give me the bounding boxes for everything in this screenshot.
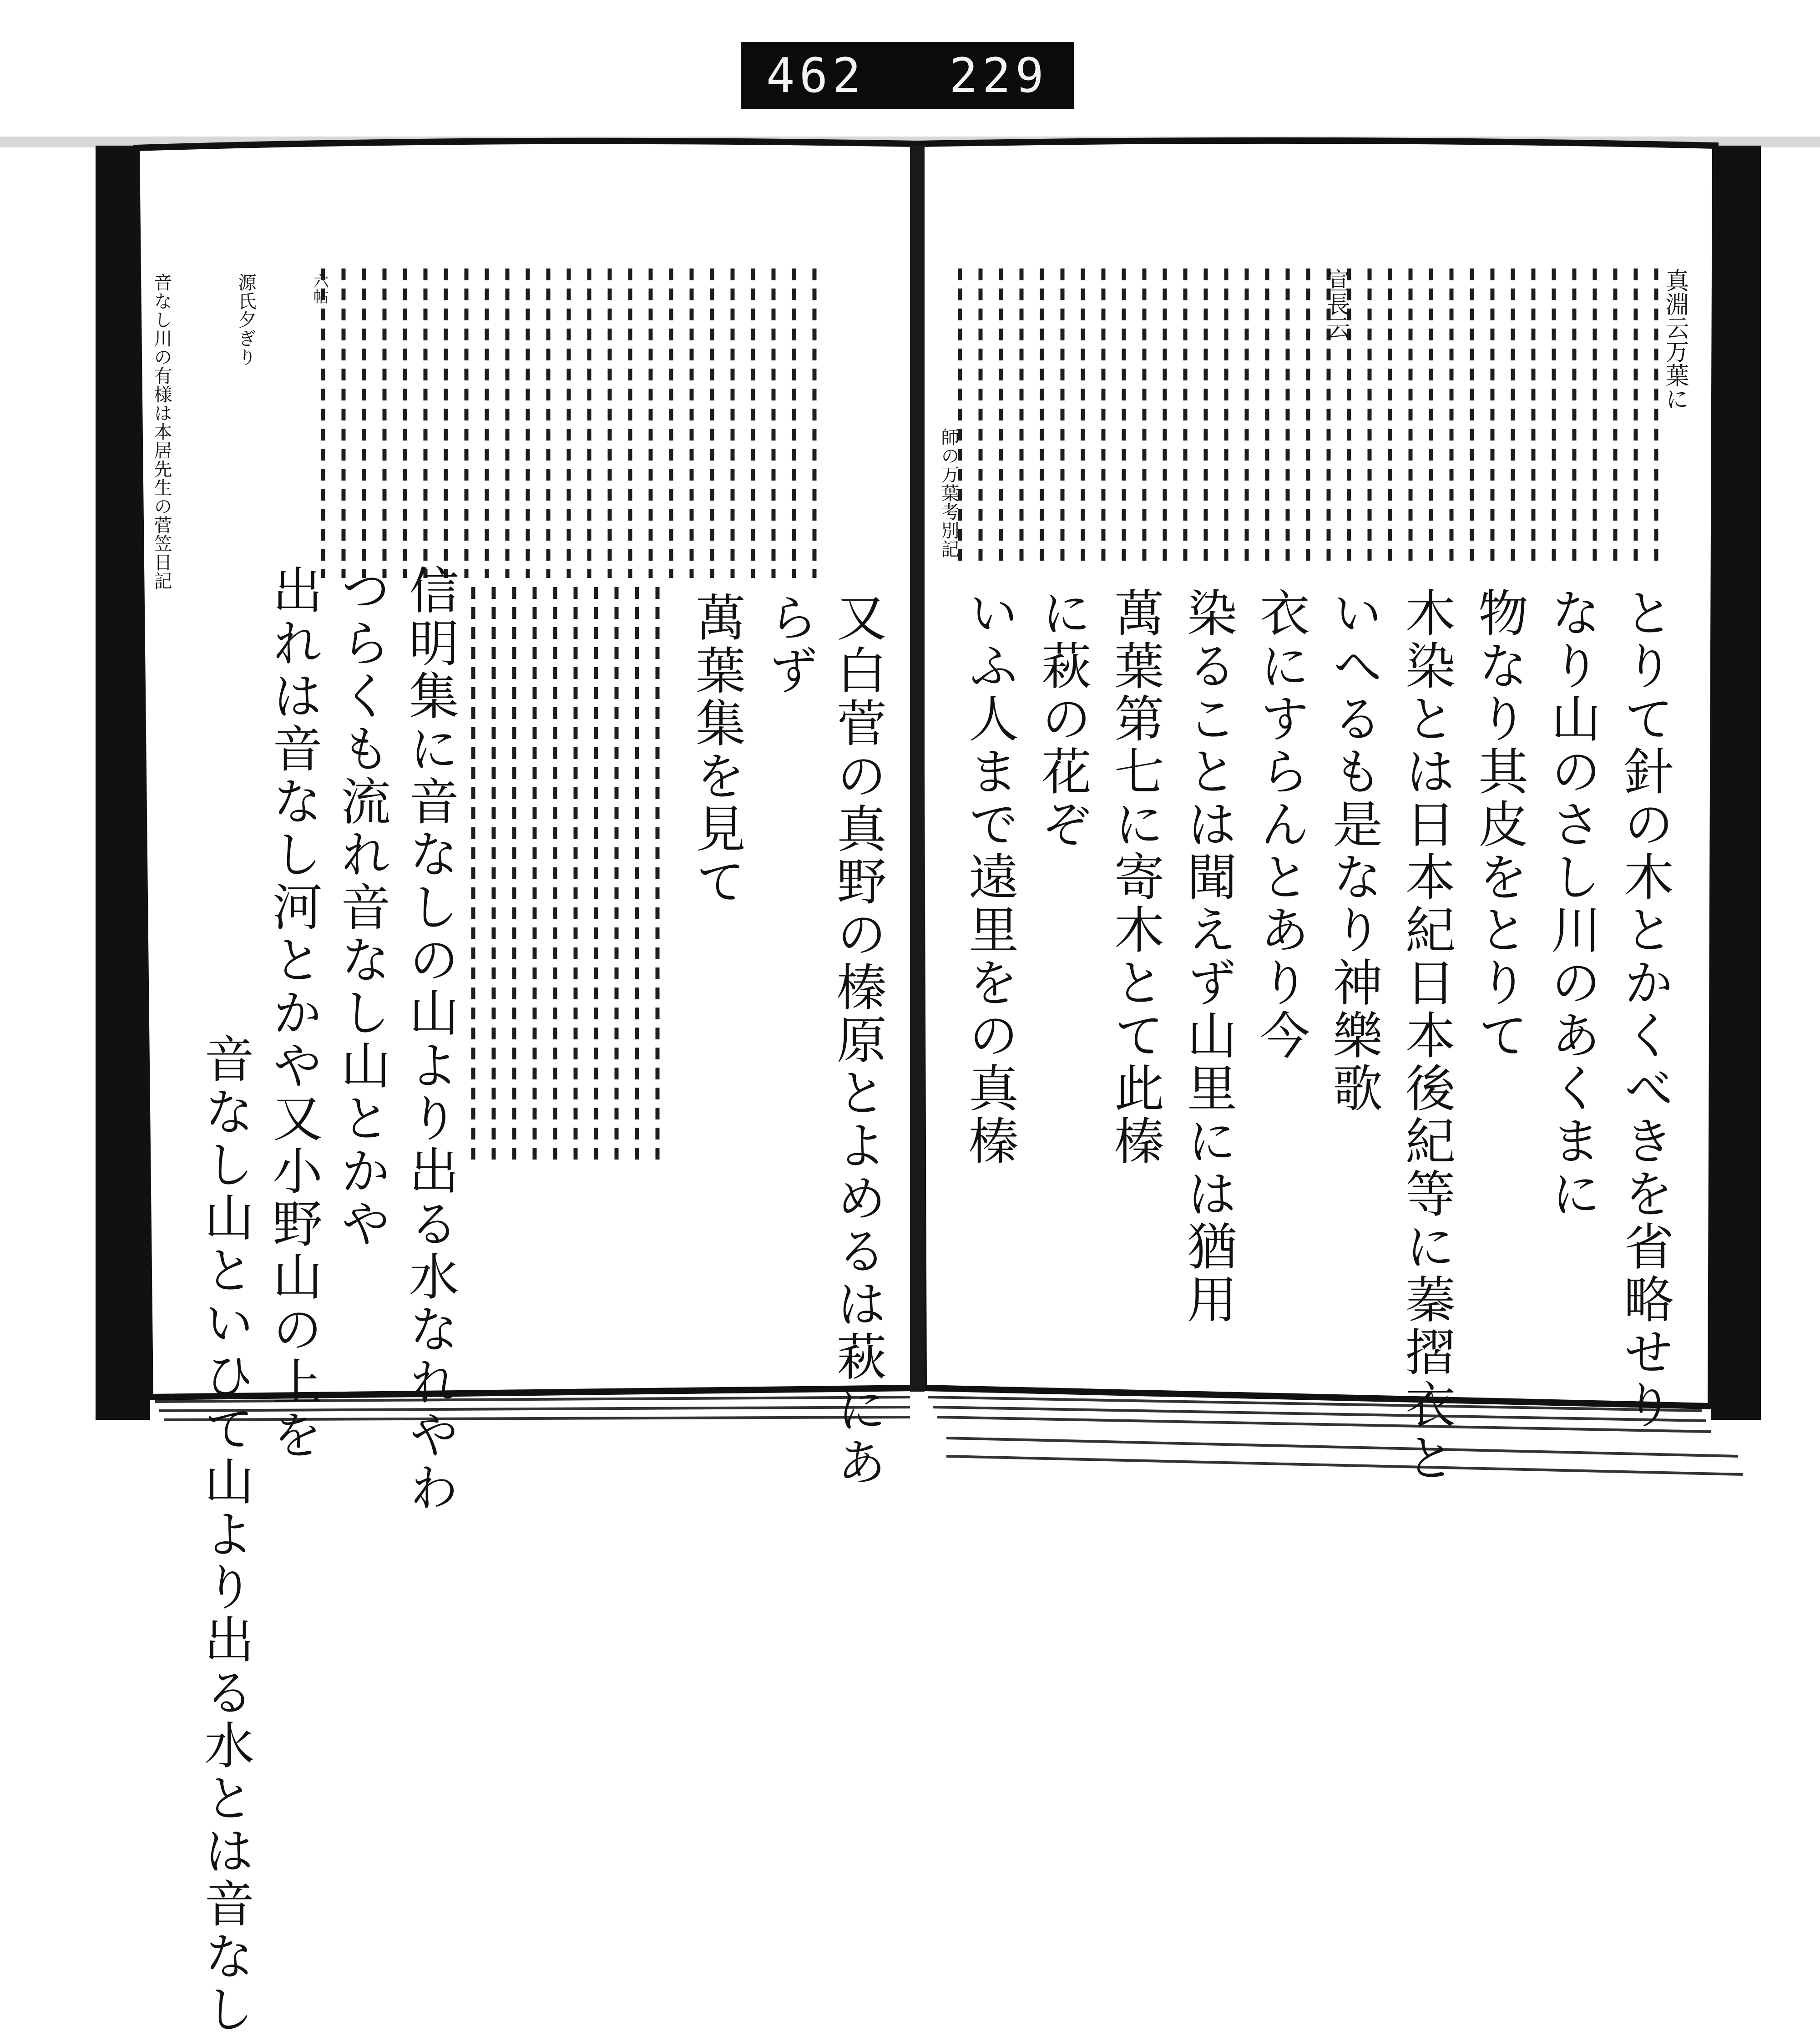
catalog-number-left: 462 — [766, 48, 865, 103]
page-stack — [155, 1397, 1743, 1474]
catalog-number-label — [741, 42, 1074, 109]
left-main-col-6: 出れは音なし河とかや又小野山の上を — [264, 564, 323, 1462]
left-main-col-4: 信明集に音なしの山より出る水なれやわ — [401, 564, 459, 1514]
left-main-col-1: 又白菅の真野の榛原とよめるは萩にあ — [829, 592, 887, 1489]
right-main-col-8: 萬葉第七に寄木とて此榛 — [1106, 587, 1164, 1168]
right-main-col-6: 衣にすらんとあり今 — [1252, 587, 1310, 1062]
right-main-col-5: いへるも是なり神樂歌 — [1325, 587, 1383, 1115]
right-main-col-7: 染ることは聞えず山里には猶用 — [1179, 587, 1237, 1326]
right-note-1: 真淵云万葉に — [1661, 268, 1689, 410]
right-main-col-1: とりて針の木とかくべきを省略せり — [1616, 587, 1674, 1432]
right-main-col-4: 木染とは日本紀日本後紀等に蓁摺衣と — [1397, 587, 1456, 1484]
gutter — [910, 145, 925, 1392]
left-main-col-3: 萬葉集を見て — [688, 592, 746, 908]
right-main-col-2: なり山のさし川のあくまに — [1543, 587, 1601, 1221]
right-note-2: 宣長云 — [1322, 268, 1350, 339]
right-note-end: 師の万葉考別記 — [938, 428, 959, 558]
left-main-col-7: 音なし山といひて山より出る水とは音なし — [196, 1033, 254, 2036]
right-main-col-3: 物なり其皮をとりて — [1470, 587, 1528, 1062]
left-note-label-2: 源氏夕ぎり — [235, 273, 256, 366]
left-note-end: 音なし川の有様は本居先生の菅笠日記 — [151, 273, 172, 590]
left-note-label-1: 六帖 — [310, 273, 329, 304]
left-main-col-5: つらくも流れ音なし山とかや — [333, 564, 391, 1251]
right-main-col-9: に萩の花ぞ — [1033, 587, 1092, 851]
catalog-number-right: 229 — [949, 48, 1048, 103]
book-edge-right — [1711, 146, 1761, 1420]
left-main-col-2: らず — [760, 592, 819, 697]
right-main-col-10: いふ人まで遠里をの真榛 — [961, 587, 1019, 1168]
